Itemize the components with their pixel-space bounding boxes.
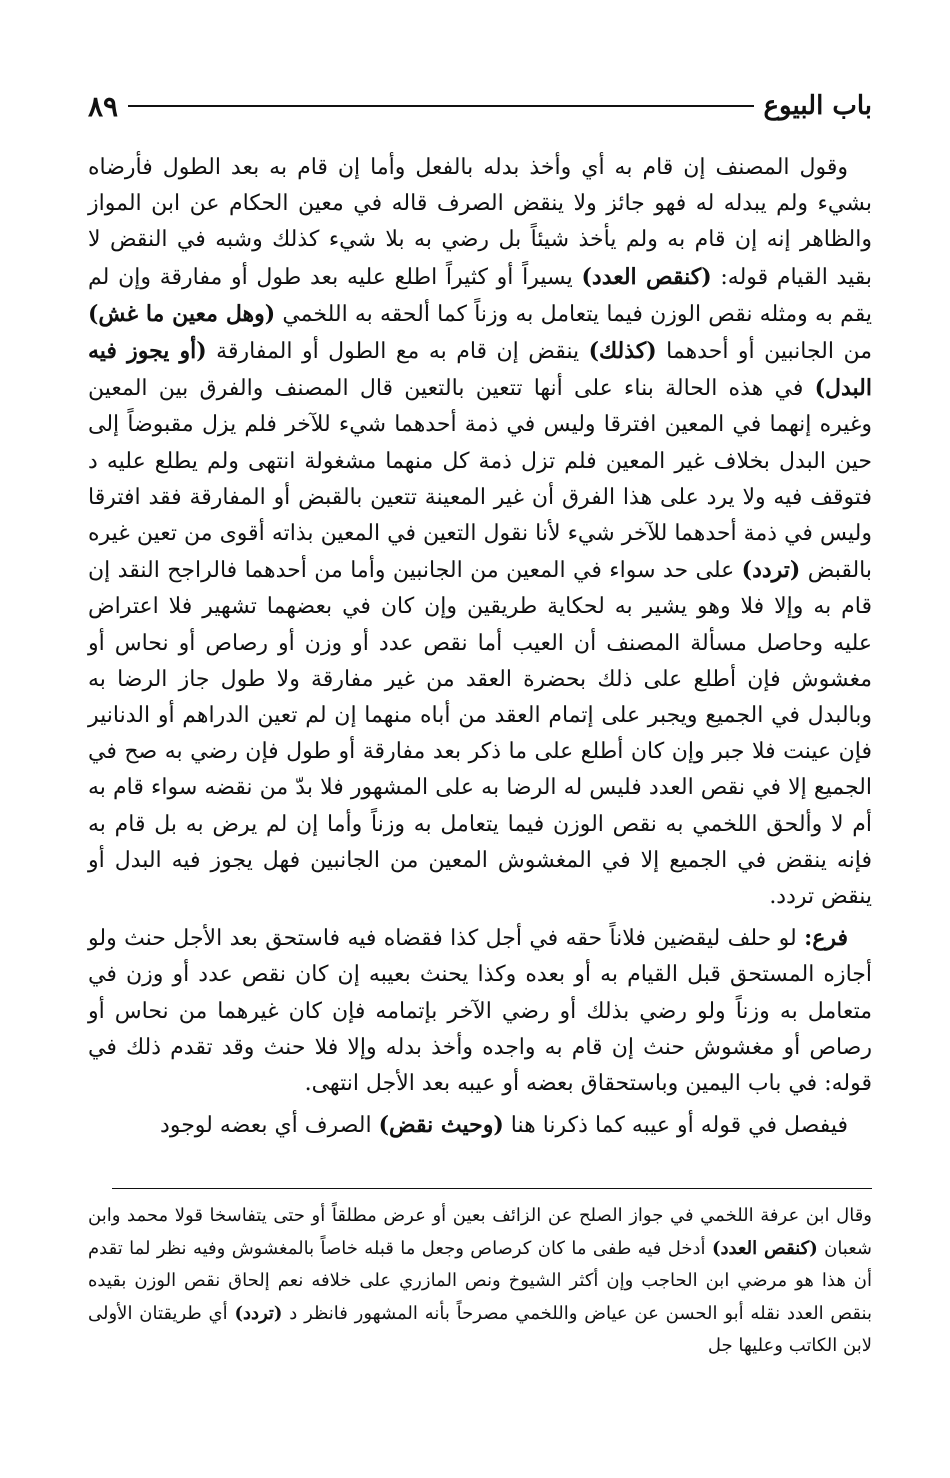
text-run: أي طريقتان الأولى لابن الكاتب وعليها جل <box>88 1302 872 1356</box>
bold-term: (كذلك) <box>588 338 657 365</box>
bold-term: (أو يجوز فيه البدل) <box>88 338 872 402</box>
text-run: لو حلف ليقضين فلاناً حقه في أجل كذا فقضاه فيه فاستحق بعد الأجل حنث ولو أجازه المستحق قبل القيام به أو بعده وكذا يحنث بعيبه إن كان نقص عدد أو وزن في متعامل به وزناً ولو رضي بذلك أو رضي الآخر بإتمامه فإن كان غيرهما من نحاس أو رصاص أو مغشوش حنث إن قام به واجده وأخذ بدله وإلا فلا حنث وقد تقدم ذلك في قوله: في باب اليمين وباستحقاق بعضه أو عيبه بعد الأجل انتهى. <box>88 926 872 1097</box>
running-header <box>88 86 872 126</box>
bold-term: (كنقص العدد) <box>711 1237 818 1259</box>
text-run: فيفصل في قوله أو عيبه كما ذكرنا هنا <box>503 1113 848 1139</box>
footnote <box>88 1200 872 1363</box>
text-run: على حد سواء في المعين من الجانبين وأما من أحدهما فالراجح النقد إن قام به وإلا فلا وهو يشير به لحكاية طريقين وإن كان في بعضهما تشهير فلا اعتراض عليه وحاصل مسألة المصنف أن العيب أما نقص عدد أو وزن أو رصاص أو نحاس أو مغشوش فإن أطلع على ذلك بحضرة العقد من غير مفارقة ولا طول جاز الرضا به وبالبدل في الجميع ويجبر على إتمام العقد من أباه منهما إن لم تعين الدراهم أو الدنانير فإن عينت فلا جبر وإن كان أطلع على ما ذكر بعد مفارقة أو طول فإن رضي به صح في الجميع إلا في نقص العدد فليس له الرضا به على المشهور فلا بدّ من نقضه سواء قام به أم لا وألحق اللخمي به نقص الوزن فيما يتعامل به وزناً وأما إن لم يرض به بل قام به فإنه ينقض في الجميع إلا في المغشوش المعين من الجانبين فهل يجوز فيه البدل أو ينقض تردد. <box>88 558 872 910</box>
text-run: يسيراً أو كثيراً اطلع عليه بعد طول أو مفارقة وإن لم يقم به ومثله نقص الوزن فيما يتعامل به وزناً كما ألحقه به اللخمي <box>88 264 872 327</box>
bold-term: (تردد) <box>741 557 801 584</box>
text-run: الصرف أي بعضه لوجود <box>160 1113 379 1139</box>
header-rule <box>128 105 753 107</box>
paragraph <box>88 1107 872 1144</box>
page-number: ٨٩ <box>88 89 119 123</box>
bold-term: (وحيث نقض) <box>378 1112 504 1139</box>
text-run: أدخل فيه طفى ما كان كرصاص وجعل ما قبله خاصاً بالمغشوش وفيه نظر لما تقدم أن هذا هو مرضي ابن الحاجب وإن أكثر الشيوخ ونص المازري على خلافه نعم إلحاق نقص الوزن بقيده بنقص العدد نقله أبو الحسن عن عياض واللخمي مصرحاً بأنه المشهور فانظر د <box>88 1237 872 1324</box>
main-text <box>88 150 872 1144</box>
paragraph <box>88 920 872 1102</box>
bold-term: (وهل معين ما غش) <box>88 300 276 327</box>
text-run: وقال ابن عرفة اللخمي في جواز الصلح عن الزائف بعين أو عرض مطلقاً أو حتى يتفاسخا قولا محمد وابن شعبان <box>88 1205 873 1259</box>
chapter-title: باب البيوع <box>763 91 872 121</box>
paragraph <box>88 150 872 915</box>
text-run: وقول المصنف إن قام به أي وأخذ بدله بالفعل وأما إن قام به بعد الطول فأرضاه بشيء ولم يبدله له فهو جائز ولا ينقض الصرف قاله في معين الحكام عن ابن المواز والظاهر إنه إن قام به ولم يأخذ شيئاً بل رضي به بلا شيء كذلك وشبه في النقض لا بقيد القيام قوله: <box>88 155 872 290</box>
text-run: في هذه الحالة بناء على أنها تتعين بالتعين قال المصنف والفرق بين المعين وغيره إنهما في المعين افترقا وليس في ذمة أحدهما شيء للآخر فلم يزل مقبوضاً إلى حين البدل بخلاف غير المعين فلم تزل ذمة كل منهما مشغولة انتهى ولم يطلع عليه د فتوقف فيه ولا يرد على هذا الفرق أن غير المعينة تتعين بالقبض أو المفارقة فقد افترقا وليس في ذمة أحدهما للآخر شيء لأنا نقول التعين في المعين بذاته أقوى من تعين غيره بالقبض <box>88 376 872 584</box>
bold-term: (تردد) <box>234 1302 283 1324</box>
paragraph-lead: فرع: <box>804 925 848 952</box>
footnote-separator <box>112 1188 872 1189</box>
bold-term: (كنقص العدد) <box>581 263 712 290</box>
footnote-paragraph <box>88 1200 872 1363</box>
text-run: من الجانبين أو أحدهما <box>656 339 873 365</box>
text-run: ينقض إن قام به مع الطول أو المفارقة <box>206 339 589 365</box>
